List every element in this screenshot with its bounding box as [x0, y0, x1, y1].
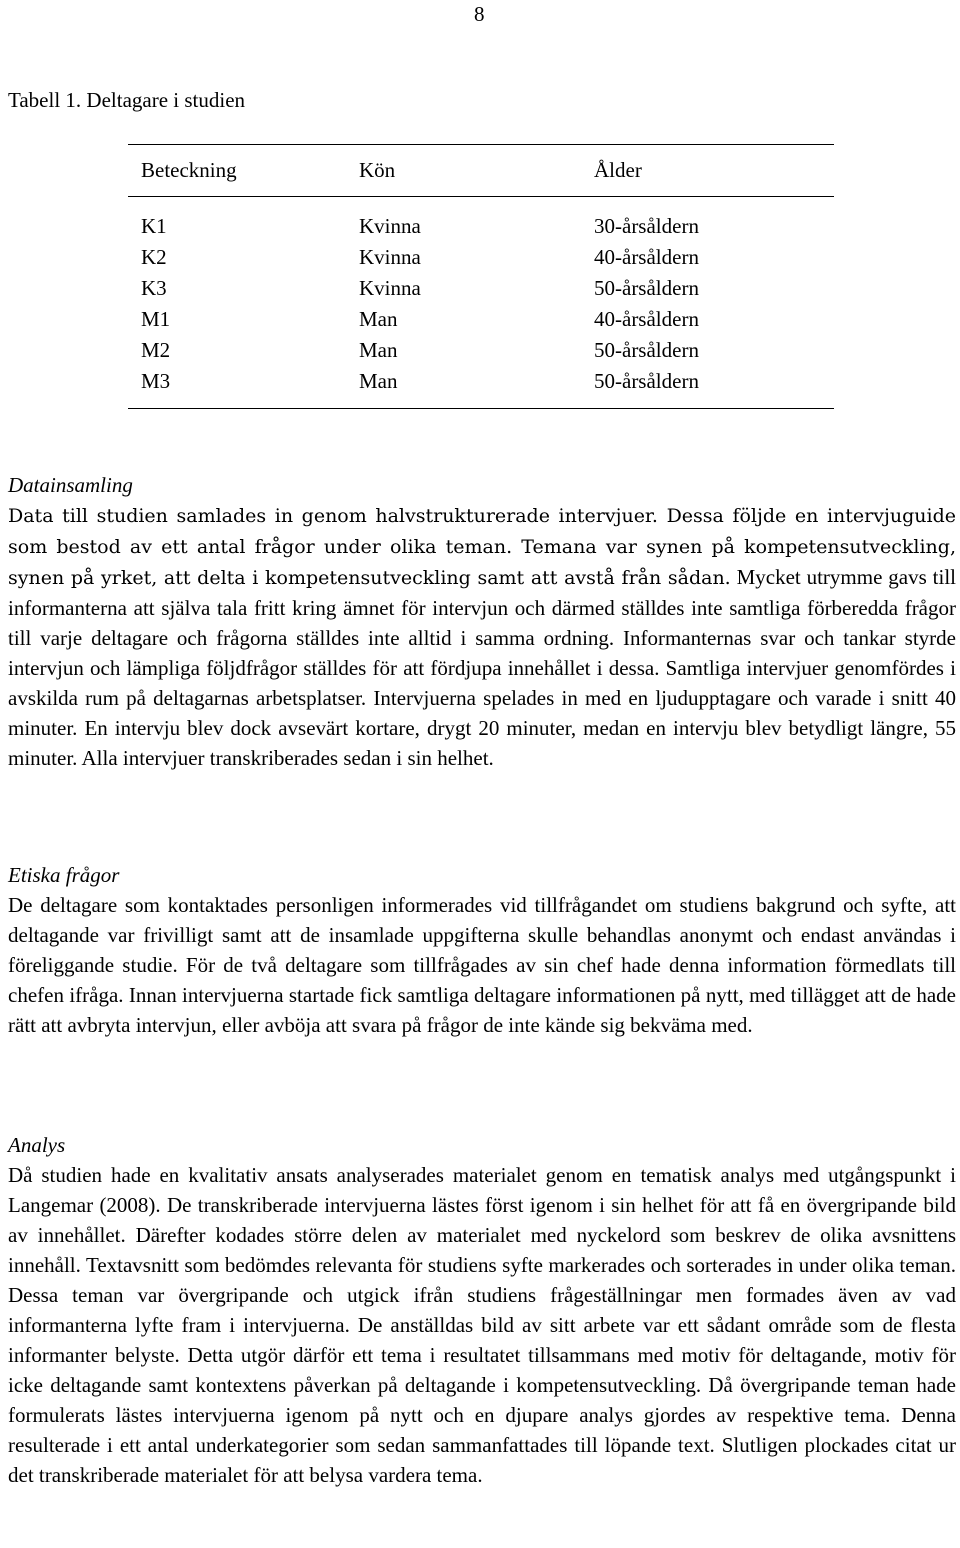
- table-top-rule: [128, 144, 834, 145]
- table-cell: Man: [359, 307, 398, 331]
- table-header-kon: Kön: [359, 158, 396, 182]
- table-cell: 40-årsåldern: [594, 307, 699, 331]
- table-cell: 30-årsåldern: [594, 214, 699, 238]
- table-cell: Kvinna: [359, 276, 421, 300]
- table-bottom-rule: [128, 408, 834, 409]
- table-cell: M1: [141, 307, 171, 331]
- table-header-rule: [128, 196, 834, 197]
- table-cell: 50-årsåldern: [594, 369, 699, 393]
- paragraph-text-part: Mycket utrymme gavs till informanterna att själva tala fritt kring ämnet för intervjun och därmed ställdes inte samtliga förberedda frågor till varje deltagare och frågorna ställdes inte alltid i samma ordning. Informanternas svar och tankar styrde intervjun och lämpliga följdfrågor ställdes för att fördjupa innehållet i dessa. Samtliga intervjuer genomfördes i avskilda rum på deltagarnas arbetsplatser. Intervjuerna spelades in med en ljudupptagare och varade i snitt 40 minuter. En intervju blev dock avsevärt kortare, drygt 20 minuter, medan en intervju blev betydligt längre, 55 minuter. Alla intervjuer transkriberades sedan i sin helhet.: [8, 565, 956, 770]
- paragraph-text-part: Data till studien samlades in genom halvstrukturerade intervjuer. Dessa följde en intervjuguide som bestod av ett antal frågor under olika teman. Temana var synen på kompetensutveckling, synen på yrket, att delta i kompetensutveckling samt att avstå från sådan.: [8, 505, 956, 589]
- section-paragraph: [8, 500, 956, 773]
- table-cell: 40-årsåldern: [594, 245, 699, 269]
- table-cell: M3: [141, 369, 171, 393]
- section-heading-etiska-fragor: Etiska frågor: [8, 863, 120, 887]
- page-number: 8: [474, 2, 485, 26]
- section-datainsamling: [8, 470, 956, 773]
- section-paragraph: De deltagare som kontaktades personligen informerades vid tillfrågandet om studiens bakgrund och syfte, att deltagande var frivilligt samt att de insamlade uppgifterna skulle behandlas anonymt och endast användas i föreliggande studie. För de två deltagare som tillfrågades av sin chef hade denna information förmedlats till chefen ifråga. Innan intervjuerna startade fick samtliga deltagare informationen på nytt, med tillägget att de hade rätt att avbryta intervjun, eller avböja att svara på frågor de inte kände sig bekväma med.: [8, 893, 956, 1037]
- table-cell: Man: [359, 369, 398, 393]
- table-cell: 50-årsåldern: [594, 338, 699, 362]
- section-paragraph: Då studien hade en kvalitativ ansats analyserades materialet genom en tematisk analys med utgångspunkt i Langemar (2008). De transkriberade intervjuerna lästes först igenom i sin helhet för att få en övergripande bild av innehållet. Därefter kodades större delen av materialet med nyckelord som beskrev de olika avsnittens innehåll. Textavsnitt som bedömdes relevanta för studiens syfte markerades och sorterades in under olika teman. Dessa teman var övergripande och utgick ifrån studiens frågeställningar men formades även av vad informanterna lyfte fram i intervjuerna. De anställdas bild av sitt arbete var ett sådant område som de flesta informanter belyste. Detta utgör därför ett tema i resultatet tillsammans med motiv för deltagande, motiv för icke deltagande samt kontextens påverkan på deltagande i kompetensutveckling. Då övergripande teman hade formulerats lästes intervjuerna igenom på nytt och en djupare analys gjordes av respektive tema. Denna resulterade i ett antal underkategorier som sedan sammanfattades till löpande text. Slutligen plockades citat ur det transkriberade materialet för att belysa vardera tema.: [8, 1163, 956, 1487]
- table-cell: K2: [141, 245, 167, 269]
- table-cell: 50-årsåldern: [594, 276, 699, 300]
- table-cell: K3: [141, 276, 167, 300]
- section-heading-analys: Analys: [8, 1133, 66, 1157]
- table-cell: M2: [141, 338, 171, 362]
- table-header-beteckning: Beteckning: [141, 158, 237, 182]
- section-heading-datainsamling: Datainsamling: [8, 473, 133, 497]
- table-header-alder: Ålder: [594, 158, 642, 182]
- table-cell: Kvinna: [359, 245, 421, 269]
- section-analys: [8, 1130, 956, 1490]
- table-cell: Kvinna: [359, 214, 421, 238]
- table-cell: K1: [141, 214, 167, 238]
- table-cell: Man: [359, 338, 398, 362]
- section-etiska-fragor: [8, 860, 956, 1040]
- table-caption: Tabell 1. Deltagare i studien: [8, 88, 246, 112]
